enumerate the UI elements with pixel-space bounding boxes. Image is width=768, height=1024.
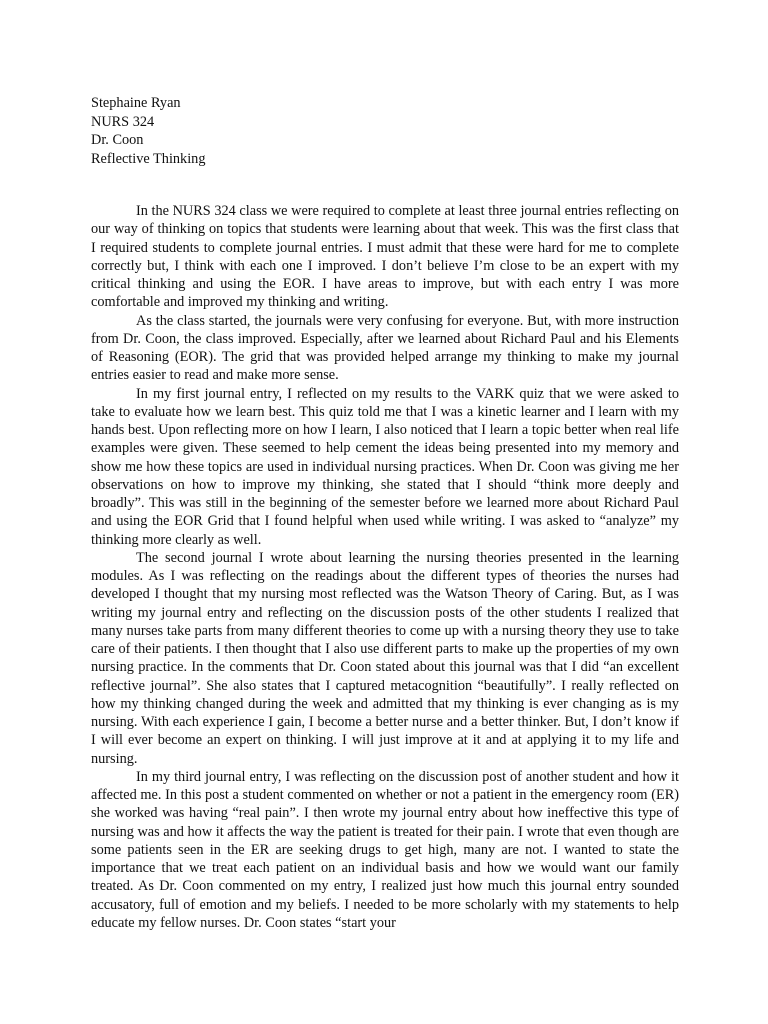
course-code: NURS 324 (91, 113, 155, 130)
paragraph-intro: In the NURS 324 class we were required to complete at least three journal entries reflecting on our way of thinking on topics that students were learning about that week. This was the first class that I required students to complete journal entries. I must admit that these were hard for me to complete correctly but, I think with each one I improved. I don’t believe I’m close to be an expert with my critical thinking and using the EOR. I have areas to improve, but with each entry I was more comfortable and improved my thinking and writing. (91, 203, 679, 311)
author-name: Stephaine Ryan (91, 95, 181, 111)
paragraph-class-start: As the class started, the journals were very confusing for everyone. But, with more instruction from Dr. Coon, the class improved. Especially, after we learned about Richard Paul and his Elements of Reasoning (EOR). The grid that was provided helped arrange my thinking to make my journal entries easier to read and make more sense. (91, 312, 679, 384)
document-body (91, 202, 679, 932)
document-title: Reflective Thinking (91, 151, 206, 168)
document-header (91, 94, 691, 169)
instructor-name: Dr. Coon (91, 132, 144, 149)
paragraph-first-journal: In my first journal entry, I reflected on my results to the VARK quiz that we were asked to take to evaluate how we learn best. This quiz told me that I was a kinetic learner and I learn with my hands best. Upon reflecting more on how I learn, I also noticed that I learn a topic better when real life examples were given. These seemed to help cement the ideas being presented into my memory and show me how these topics are used in individual nursing practices. When Dr. Coon was giving me her observations on how to improve my thinking, she stated that I should “think more deeply and broadly”. This was still in the beginning of the semester before we learned more about Richard Paul and using the EOR Grid that I found helpful when used while writing. I was asked to “analyze” my thinking more clearly as well. (91, 385, 679, 548)
paragraph-third-journal: In my third journal entry, I was reflecting on the discussion post of another student and how it affected me. In this post a student commented on whether or not a patient in the emergency room (ER) she worked was having “real pain”. I then wrote my journal entry about how ineffective this type of nursing was and how it affects the way the patient is treated for their pain. I wrote that even though are some patients seen in the ER are seeking drugs to get high, many are not. I wanted to state the importance that we treat each patient on an individual basis and how we would want our family treated. As Dr. Coon commented on my entry, I realized just how much this journal entry sounded accusatory, full of emotion and my beliefs. I needed to be more scholarly with my statements to help educate my fellow nurses. Dr. Coon states “start your (91, 768, 679, 931)
paragraph-second-journal: The second journal I wrote about learning the nursing theories presented in the learning modules. As I was reflecting on the readings about the different types of theories the nurses had developed I thought that my nursing most reflected was the Watson Theory of Caring. But, as I was writing my journal entry and reflecting on the discussion posts of the other students I realized that many nurses take parts from many different theories to come up with a nursing theory they use to take care of their patients. I then thought that I also use different parts to make up the properties of my own nursing practice. In the comments that Dr. Coon stated about this journal was that I did “an excellent reflective journal”. She also states that I captured metacognition “beautifully”. I really reflected on how my thinking changed during the week and admitted that my thinking is ever changing as is my nursing. With each experience I gain, I become a better nurse and a better thinker. But, I don’t know if I will ever become an expert on thinking. I will just improve at it and at applying it to my life and nursing. (91, 549, 679, 767)
